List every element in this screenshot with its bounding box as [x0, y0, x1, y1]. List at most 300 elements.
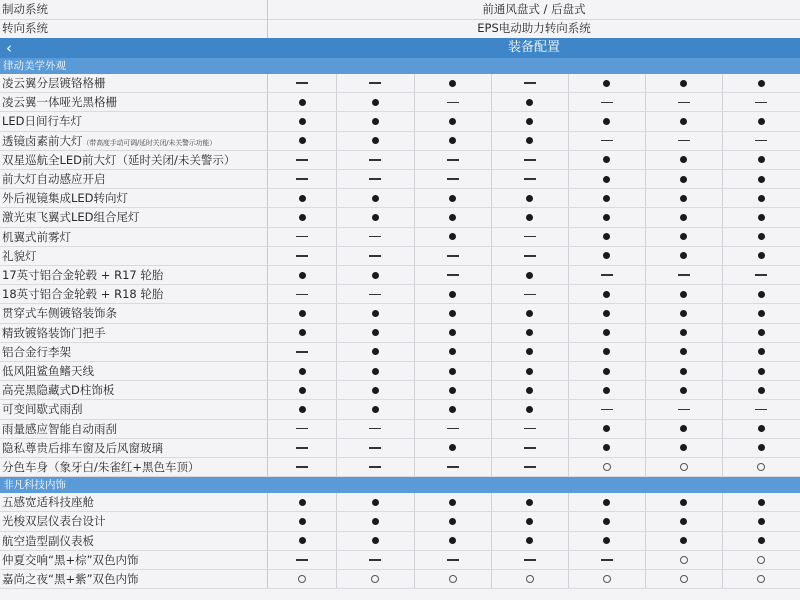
trim-cell-6: [646, 362, 723, 380]
not-available-dash-icon: [678, 274, 690, 276]
trim-cell-3: [415, 74, 492, 92]
not-available-dash-icon: [524, 82, 536, 84]
trim-cell-7: [723, 458, 800, 476]
standard-dot-icon: [372, 387, 379, 394]
trim-cells: [268, 324, 800, 342]
trim-cell-5: [569, 228, 646, 246]
trim-cells: [268, 112, 800, 130]
not-available-dash-icon: [369, 82, 381, 84]
standard-dot-icon: [680, 425, 687, 432]
trim-cell-1: [268, 170, 337, 188]
trim-cell-4: [492, 420, 569, 438]
trim-cell-6: [646, 493, 723, 511]
not-available-dash-icon: [524, 447, 536, 449]
not-available-dash-icon: [447, 102, 459, 104]
feature-row: [0, 381, 800, 400]
trim-cell-3: [415, 532, 492, 550]
not-available-dash-icon: [524, 294, 536, 296]
trim-cells: [268, 132, 800, 150]
trim-cell-5: [569, 551, 646, 569]
trim-cell-7: [723, 74, 800, 92]
trim-cell-2: [337, 362, 414, 380]
feature-row: [0, 266, 800, 285]
not-available-dash-icon: [601, 274, 613, 276]
trim-cell-5: [569, 458, 646, 476]
standard-dot-icon: [758, 444, 765, 451]
trim-cell-3: [415, 324, 492, 342]
standard-dot-icon: [758, 156, 765, 163]
not-available-dash-icon: [296, 351, 308, 353]
trim-cell-7: [723, 266, 800, 284]
feature-name: 17英寸铝合金轮毂 + R17 轮胎: [2, 268, 164, 282]
standard-dot-icon: [758, 176, 765, 183]
trim-cell-2: [337, 343, 414, 361]
standard-dot-icon: [603, 233, 610, 240]
standard-dot-icon: [603, 368, 610, 375]
optional-circle-icon: [449, 575, 457, 583]
standard-dot-icon: [449, 233, 456, 240]
standard-dot-icon: [603, 425, 610, 432]
standard-dot-icon: [299, 137, 306, 144]
standard-dot-icon: [758, 387, 765, 394]
trim-cell-4: [492, 551, 569, 569]
not-available-dash-icon: [369, 294, 381, 296]
trim-cell-7: [723, 170, 800, 188]
not-available-dash-icon: [296, 236, 308, 238]
standard-dot-icon: [526, 137, 533, 144]
standard-dot-icon: [449, 291, 456, 298]
trim-cell-7: [723, 532, 800, 550]
trim-cell-4: [492, 343, 569, 361]
trim-cell-4: [492, 400, 569, 418]
trim-cell-4: [492, 512, 569, 530]
standard-dot-icon: [680, 156, 687, 163]
standard-dot-icon: [680, 176, 687, 183]
standard-dot-icon: [603, 156, 610, 163]
trim-cell-3: [415, 381, 492, 399]
standard-dot-icon: [526, 272, 533, 279]
not-available-dash-icon: [524, 159, 536, 161]
trim-cell-6: [646, 228, 723, 246]
feature-row: [0, 247, 800, 266]
trim-cell-7: [723, 228, 800, 246]
trim-cell-7: [723, 570, 800, 588]
trim-cell-1: [268, 247, 337, 265]
feature-row: [0, 208, 800, 227]
feature-name-cell: [0, 439, 268, 457]
trim-cell-2: [337, 247, 414, 265]
trim-cells: [268, 170, 800, 188]
not-available-dash-icon: [447, 559, 459, 561]
not-available-dash-icon: [447, 428, 459, 430]
section-header: 律动美学外观: [0, 58, 800, 74]
feature-name-cell: [0, 458, 268, 476]
not-available-dash-icon: [755, 409, 767, 411]
trim-cell-5: [569, 151, 646, 169]
standard-dot-icon: [603, 80, 610, 87]
not-available-dash-icon: [524, 255, 536, 257]
not-available-dash-icon: [369, 428, 381, 430]
spec-label: 转向系统: [0, 19, 268, 38]
trim-cell-7: [723, 362, 800, 380]
standard-dot-icon: [299, 537, 306, 544]
trim-cell-6: [646, 266, 723, 284]
trim-cells: [268, 208, 800, 226]
feature-name: 礼貌灯: [2, 248, 37, 263]
trim-cell-1: [268, 93, 337, 111]
standard-dot-icon: [680, 537, 687, 544]
feature-name: 分色车身（象牙白/朱雀红+黑色车顶）: [2, 460, 200, 474]
feature-name-cell: [0, 151, 268, 169]
trim-cell-7: [723, 285, 800, 303]
trim-cell-2: [337, 189, 414, 207]
feature-name-cell: [0, 304, 268, 322]
trim-cells: [268, 493, 800, 511]
feature-row: [0, 493, 800, 512]
trim-cell-6: [646, 532, 723, 550]
standard-dot-icon: [603, 291, 610, 298]
trim-cell-1: [268, 458, 337, 476]
standard-dot-icon: [603, 176, 610, 183]
standard-dot-icon: [758, 348, 765, 355]
standard-dot-icon: [758, 499, 765, 506]
not-available-dash-icon: [369, 159, 381, 161]
trim-cell-6: [646, 458, 723, 476]
trim-cell-7: [723, 420, 800, 438]
not-available-dash-icon: [296, 428, 308, 430]
trim-cell-7: [723, 324, 800, 342]
trim-cell-6: [646, 551, 723, 569]
not-available-dash-icon: [601, 409, 613, 411]
not-available-dash-icon: [524, 178, 536, 180]
trim-cell-1: [268, 420, 337, 438]
feature-name: 双星巡航全LED前大灯（延时关闭/未关警示）: [2, 152, 236, 167]
trim-cell-4: [492, 285, 569, 303]
standard-dot-icon: [372, 310, 379, 317]
trim-cell-5: [569, 381, 646, 399]
trim-cell-4: [492, 266, 569, 284]
feature-name: 外后视镜集成LED转向灯: [2, 191, 129, 206]
trim-cell-6: [646, 189, 723, 207]
feature-row: [0, 570, 800, 589]
trim-cell-2: [337, 228, 414, 246]
trim-cell-5: [569, 304, 646, 322]
trim-cell-6: [646, 570, 723, 588]
trim-cell-3: [415, 362, 492, 380]
feature-name-cell: [0, 170, 268, 188]
trim-cell-1: [268, 570, 337, 588]
feature-name-cell: [0, 512, 268, 530]
feature-row: [0, 170, 800, 189]
trim-cell-2: [337, 551, 414, 569]
standard-dot-icon: [449, 137, 456, 144]
feature-name: 航空造型副仪表板: [2, 533, 94, 548]
standard-dot-icon: [680, 387, 687, 394]
trim-cell-1: [268, 266, 337, 284]
trim-cell-5: [569, 343, 646, 361]
standard-dot-icon: [372, 406, 379, 413]
feature-name-cell: [0, 247, 268, 265]
not-available-dash-icon: [296, 466, 308, 468]
feature-name-cell: [0, 132, 268, 150]
trim-cell-5: [569, 112, 646, 130]
trim-cell-5: [569, 570, 646, 588]
standard-dot-icon: [449, 518, 456, 525]
trim-cell-5: [569, 420, 646, 438]
trim-cell-3: [415, 132, 492, 150]
trim-cell-6: [646, 74, 723, 92]
trim-cells: [268, 266, 800, 284]
standard-dot-icon: [758, 80, 765, 87]
trim-cell-5: [569, 266, 646, 284]
feature-name-cell: [0, 400, 268, 418]
feature-row: [0, 324, 800, 343]
not-available-dash-icon: [678, 140, 690, 142]
trim-cell-6: [646, 247, 723, 265]
spec-value: EPS电动助力转向系统: [477, 21, 591, 35]
not-available-dash-icon: [447, 466, 459, 468]
feature-name: 精致镀铬装饰门把手: [2, 325, 106, 340]
trim-cell-6: [646, 132, 723, 150]
optional-circle-icon: [680, 463, 688, 471]
standard-dot-icon: [603, 195, 610, 202]
trim-cell-3: [415, 151, 492, 169]
feature-name: 前大灯自动感应开启: [2, 172, 106, 186]
trim-cells: [268, 228, 800, 246]
trim-cell-4: [492, 189, 569, 207]
standard-dot-icon: [680, 310, 687, 317]
feature-row: [0, 132, 800, 151]
trim-cell-5: [569, 400, 646, 418]
standard-dot-icon: [372, 272, 379, 279]
standard-dot-icon: [449, 329, 456, 336]
trim-cell-1: [268, 532, 337, 550]
trim-cell-5: [569, 247, 646, 265]
trim-cell-1: [268, 228, 337, 246]
trim-cell-3: [415, 439, 492, 457]
optional-circle-icon: [526, 575, 534, 583]
standard-dot-icon: [449, 444, 456, 451]
trim-cell-6: [646, 304, 723, 322]
standard-dot-icon: [680, 118, 687, 125]
feature-name-cell: [0, 381, 268, 399]
optional-circle-icon: [757, 463, 765, 471]
feature-name: 可变间歇式雨刮: [2, 402, 83, 417]
trim-cell-7: [723, 112, 800, 130]
feature-row: [0, 362, 800, 381]
not-available-dash-icon: [296, 559, 308, 561]
trim-cell-7: [723, 439, 800, 457]
standard-dot-icon: [680, 80, 687, 87]
trim-cell-6: [646, 324, 723, 342]
standard-dot-icon: [603, 537, 610, 544]
standard-dot-icon: [603, 518, 610, 525]
trim-cell-2: [337, 132, 414, 150]
feature-name-cell: [0, 570, 268, 588]
standard-dot-icon: [372, 118, 379, 125]
feature-name: 五感宽适科技座舱: [2, 495, 94, 510]
not-available-dash-icon: [369, 466, 381, 468]
standard-dot-icon: [526, 329, 533, 336]
standard-dot-icon: [603, 214, 610, 221]
standard-dot-icon: [680, 195, 687, 202]
standard-dot-icon: [372, 537, 379, 544]
optional-circle-icon: [298, 575, 306, 583]
trim-cell-1: [268, 324, 337, 342]
feature-name: LED日间行车灯: [2, 114, 83, 129]
standard-dot-icon: [372, 99, 379, 106]
trim-cell-3: [415, 458, 492, 476]
standard-dot-icon: [299, 214, 306, 221]
trim-cell-4: [492, 228, 569, 246]
standard-dot-icon: [526, 499, 533, 506]
trim-cell-7: [723, 400, 800, 418]
not-available-dash-icon: [296, 447, 308, 449]
trim-cell-1: [268, 400, 337, 418]
trim-cell-4: [492, 151, 569, 169]
standard-dot-icon: [449, 499, 456, 506]
standard-dot-icon: [299, 272, 306, 279]
standard-dot-icon: [449, 387, 456, 394]
not-available-dash-icon: [447, 274, 459, 276]
standard-dot-icon: [449, 406, 456, 413]
feature-name: 高亮黑隐藏式D柱饰板: [2, 383, 115, 398]
standard-dot-icon: [758, 118, 765, 125]
feature-name: 凌云翼分层镀铬格栅: [2, 76, 106, 90]
trim-cell-4: [492, 570, 569, 588]
standard-dot-icon: [526, 368, 533, 375]
standard-dot-icon: [526, 310, 533, 317]
trim-cell-4: [492, 112, 569, 130]
feature-name: 雨量感应智能自动雨刮: [2, 421, 117, 436]
trim-cell-1: [268, 189, 337, 207]
not-available-dash-icon: [524, 466, 536, 468]
trim-cell-1: [268, 512, 337, 530]
not-available-dash-icon: [601, 559, 613, 561]
feature-name: 嘉尚之夜“黑+紫”双色内饰: [2, 572, 139, 586]
feature-row: [0, 304, 800, 323]
feature-name-cell: [0, 343, 268, 361]
standard-dot-icon: [603, 329, 610, 336]
trim-cell-3: [415, 112, 492, 130]
standard-dot-icon: [526, 118, 533, 125]
standard-dot-icon: [680, 368, 687, 375]
trim-cell-6: [646, 208, 723, 226]
feature-row: [0, 420, 800, 439]
feature-name-cell: [0, 324, 268, 342]
standard-dot-icon: [603, 118, 610, 125]
trim-cell-3: [415, 93, 492, 111]
feature-row: [0, 228, 800, 247]
standard-dot-icon: [680, 214, 687, 221]
not-available-dash-icon: [678, 409, 690, 411]
trim-cells: [268, 458, 800, 476]
standard-dot-icon: [372, 329, 379, 336]
trim-cell-3: [415, 570, 492, 588]
trim-cells: [268, 551, 800, 569]
trim-cell-4: [492, 304, 569, 322]
trim-cell-4: [492, 532, 569, 550]
standard-dot-icon: [372, 348, 379, 355]
standard-dot-icon: [299, 195, 306, 202]
feature-name: 透镜卤素前大灯: [2, 133, 83, 148]
trim-cell-1: [268, 132, 337, 150]
not-available-dash-icon: [369, 178, 381, 180]
trim-cell-5: [569, 93, 646, 111]
feature-name-cell: [0, 285, 268, 303]
standard-dot-icon: [680, 252, 687, 259]
trim-cell-2: [337, 266, 414, 284]
trim-cell-3: [415, 512, 492, 530]
trim-cell-6: [646, 400, 723, 418]
not-available-dash-icon: [524, 236, 536, 238]
standard-dot-icon: [299, 518, 306, 525]
trim-cell-7: [723, 132, 800, 150]
standard-dot-icon: [449, 118, 456, 125]
optional-circle-icon: [680, 556, 688, 564]
trim-cell-2: [337, 493, 414, 511]
trim-cell-1: [268, 208, 337, 226]
standard-dot-icon: [758, 291, 765, 298]
trim-cell-3: [415, 285, 492, 303]
trim-cells: [268, 93, 800, 111]
feature-row: [0, 189, 800, 208]
chevron-left-icon[interactable]: ‹: [6, 39, 12, 57]
trim-cell-1: [268, 304, 337, 322]
trim-cell-2: [337, 420, 414, 438]
standard-dot-icon: [758, 368, 765, 375]
spec-row-steering: [0, 19, 800, 39]
not-available-dash-icon: [678, 102, 690, 104]
optional-circle-icon: [757, 575, 765, 583]
not-available-dash-icon: [447, 159, 459, 161]
not-available-dash-icon: [447, 178, 459, 180]
feature-row: [0, 112, 800, 131]
standard-dot-icon: [758, 537, 765, 544]
standard-dot-icon: [680, 518, 687, 525]
feature-name: 18英寸铝合金轮毂 + R18 轮胎: [2, 287, 164, 302]
trim-cell-5: [569, 285, 646, 303]
not-available-dash-icon: [755, 274, 767, 276]
standard-dot-icon: [526, 195, 533, 202]
feature-name-cell: [0, 362, 268, 380]
trim-cell-4: [492, 493, 569, 511]
feature-row: [0, 74, 800, 93]
trim-cell-1: [268, 381, 337, 399]
trim-cells: [268, 362, 800, 380]
standard-dot-icon: [299, 329, 306, 336]
not-available-dash-icon: [601, 102, 613, 104]
trim-cell-2: [337, 381, 414, 399]
standard-dot-icon: [680, 348, 687, 355]
not-available-dash-icon: [601, 140, 613, 142]
standard-dot-icon: [526, 406, 533, 413]
optional-circle-icon: [371, 575, 379, 583]
trim-cell-3: [415, 493, 492, 511]
trim-cell-2: [337, 304, 414, 322]
standard-dot-icon: [299, 406, 306, 413]
trim-cell-6: [646, 170, 723, 188]
trim-cell-1: [268, 493, 337, 511]
feature-row: [0, 343, 800, 362]
feature-row: [0, 512, 800, 531]
trim-cell-1: [268, 151, 337, 169]
not-available-dash-icon: [755, 140, 767, 142]
standard-dot-icon: [449, 195, 456, 202]
not-available-dash-icon: [296, 178, 308, 180]
trim-cell-3: [415, 170, 492, 188]
trim-cell-2: [337, 208, 414, 226]
